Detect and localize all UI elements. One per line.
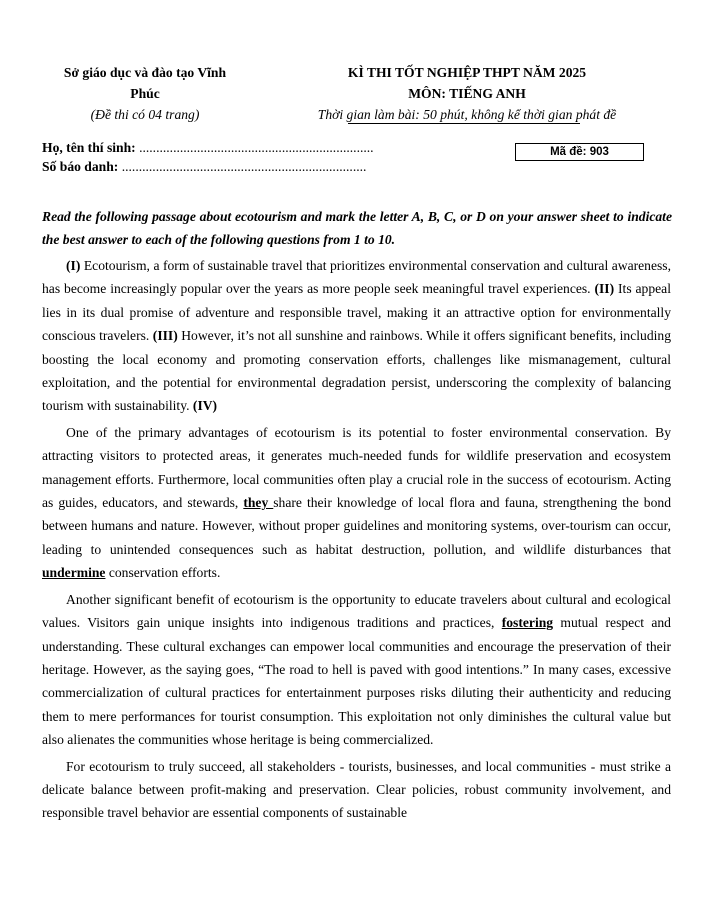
department-name-line1: Sở giáo dục và đào tạo Vĩnh: [63, 65, 227, 80]
marker-I: (I): [66, 258, 81, 273]
pages-note: (Đề thi có 04 trang): [90, 107, 200, 122]
candidate-name-label: Họ, tên thí sinh:: [42, 140, 136, 155]
paragraph-2: [42, 421, 671, 585]
reading-passage: [42, 254, 671, 828]
paragraph-3-text-a: Another significant benefit of ecotourism is the opportunity to educate travelers about cultural and ecological values. Visitors gain unique insights into indigenous traditions and practices,: [42, 591, 671, 631]
exam-time-note: Thời gian làm bài: 50 phút, không kể thời gian phát đề: [317, 107, 617, 122]
paragraph-2-text-c: conservation efforts.: [105, 565, 221, 581]
candidate-id-dots: ........................................................................: [121, 159, 367, 174]
paragraph-2-text-b: share their knowledge of local flora and fauna, strengthening the bond between humans and nature. However, without proper guidelines and monitoring systems, over-tourism can occur, leading to unintended consequences such as habitat destruction, pollution, and wildlife disturbances that: [42, 495, 671, 557]
department-header: [40, 62, 250, 125]
marker-IV: (IV): [192, 398, 218, 414]
paragraph-1-text-a: Ecotourism, a form of sustainable travel that prioritizes environmental conservation and cultural awareness, has become increasingly popular over the years as more people seek meaningful travel experiences.: [42, 258, 671, 297]
candidate-name-row: [42, 140, 374, 156]
exam-code-box: Mã đề: 903: [515, 143, 644, 161]
paragraph-2-text-a: One of the primary advantages of ecotourism is its potential to foster environmental conservation. By attracting visitors to protected areas, it generates much-needed funds for wildlife preservation and ecosystem management efforts. Furthermore, local communities often play a crucial role in the success of ecotourism. Acting as guides, educators, and stewards,: [42, 424, 671, 511]
paragraph-4-text: For ecotourism to truly succeed, all stakeholders - tourists, businesses, and local communities - must strike a delicate balance between profit-making and preservation. Clear policies, robust community involvement, and responsible travel behavior are essential components of sustainable: [42, 758, 671, 821]
marker-III: (III): [152, 328, 178, 344]
candidate-id-label: Số báo danh:: [42, 159, 119, 174]
exam-title: KÌ THI TỐT NGHIỆP THPT NĂM 2025: [347, 65, 587, 80]
candidate-id-row: [42, 159, 366, 175]
exam-subject: MÔN: TIẾNG ANH: [408, 86, 526, 101]
paragraph-4: [42, 755, 671, 825]
exam-header: [292, 62, 642, 125]
instruction-text: Read the following passage about ecotourism and mark the letter A, B, C, or D on your answer sheet to indicate the best answer to each of the following questions from 1 to 10.: [42, 209, 672, 248]
underlined-word-undermine: undermine: [42, 565, 106, 581]
paragraph-1: [42, 254, 671, 418]
underlined-word-they: they: [243, 495, 274, 511]
paragraph-3-text-b: mutual respect and understanding. These cultural exchanges can empower local communities and encourage the preservation of their heritage. However, as the saying goes, “The road to hell is paved with good intentions.” In many cases, excessive commercialization of cultural practices for entertainment purposes risks diluting their authenticity and reducing them to mere performances for tourist consumption. This exploitation not only diminishes the cultural value but also alienates the communities whose heritage is being commercialized.: [42, 615, 671, 748]
paragraph-1-text-c: However, it’s not all sunshine and rainbows. While it offers significant benefits, including boosting the local economy and promoting conservation efforts, challenges like mismanagement, cultural exploitation, and the potential for environmental degradation persist, underscoring the complexity of balancing tourism with sustainability.: [42, 328, 671, 414]
header-divider: [348, 123, 580, 124]
marker-II: (II): [594, 281, 615, 297]
underlined-word-fostering: fostering: [501, 615, 554, 631]
paragraph-3: [42, 588, 671, 752]
department-name-line2: Phúc: [130, 86, 160, 101]
candidate-name-dots: .....................................................................: [139, 140, 374, 155]
paragraph-1-text-b: Its appeal lies in its dual promise of adventure and responsible travel, making it an attractive option for environmentally conscious travelers.: [42, 281, 671, 344]
